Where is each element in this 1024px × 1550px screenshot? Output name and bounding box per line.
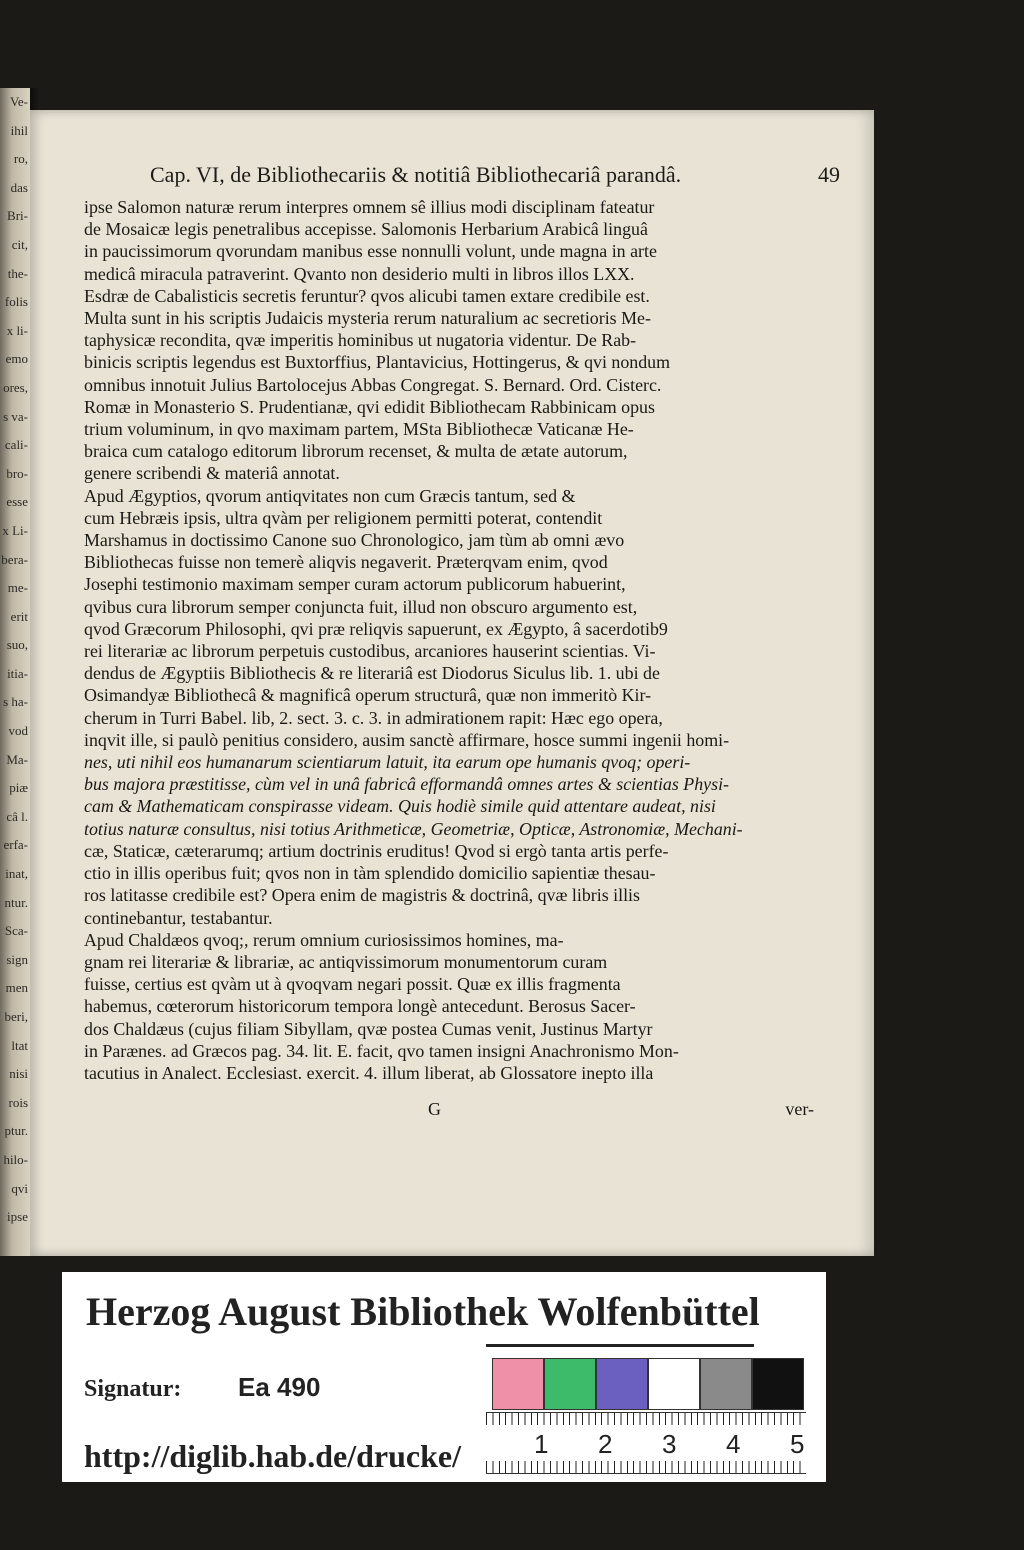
text-line: Osimandyæ Bibliothecâ & magnificâ operum structurâ, quæ non immeritò Kir- (84, 685, 652, 706)
left-page-fragment: beri, (4, 1009, 28, 1024)
text-line: cherum in Turri Babel. lib, 2. sect. 3. c. 3. in admirationem rapit: Hæc ego opera, (84, 707, 663, 728)
text-line: qvod Græcorum Philosophi, qvi præ reliqvis sapuerunt, ex Ægypto, â sacerdotib9 (84, 618, 668, 639)
left-page-fragment: bera- (1, 551, 28, 567)
text-line: bus majora præstitisse, cùm vel in unâ fabricâ efformandâ omnes artes & scientias Physi- (84, 774, 730, 795)
ruler-number: 4 (726, 1429, 741, 1459)
library-name: Herzog August Bibliothek Wolfenbüttel (86, 1289, 760, 1334)
ruler-number: 3 (662, 1429, 677, 1459)
text-line: genere scribendi & materiâ annotat. (84, 463, 340, 484)
header-title: Cap. VI, de Bibliothecariis & notitiâ Bibliothecariâ parandâ. (150, 162, 682, 187)
left-page-fragment: esse (6, 494, 28, 510)
left-page-fragment: erfa- (3, 837, 28, 853)
text-line: continebantur, testabantur. (84, 907, 273, 928)
color-swatch (752, 1358, 804, 1410)
text-line: omnibus innotuit Julius Bartolocejus Abbas Congregat. S. Bernard. Ord. Cisterc. (84, 374, 662, 395)
left-page-fragment: Ve- (9, 94, 28, 109)
text-line: Apud Ægyptios, qvorum antiqvitates non cum Græcis tantum, sed & (84, 485, 576, 506)
left-page-fragment: me- (7, 580, 28, 596)
left-page-fragment: men (5, 980, 28, 996)
left-page-fragment: ltat (11, 1037, 28, 1053)
library-url: http://diglib.hab.de/drucke/ (84, 1438, 461, 1474)
text-line: Marshamus in doctissimo Canone suo Chronologico, jam tùm ab omni ævo (84, 530, 625, 551)
left-page-fragment: hilo- (3, 1151, 28, 1167)
color-swatch (544, 1358, 596, 1410)
left-page-edge (0, 88, 30, 1256)
signatur-label: Signatur: (84, 1376, 182, 1402)
left-page-fragment: qvi (11, 1180, 28, 1196)
left-page-fragment: Bri- (7, 208, 28, 224)
signatur-value: Ea 490 (238, 1372, 321, 1402)
left-page-fragment: s ha- (3, 694, 28, 710)
text-line: inqvit ille, si paulò penitius considero, ausim sanctè affirmare, hosce summi ingenii homi- (84, 729, 730, 750)
left-page-fragment: ro, (13, 151, 28, 167)
left-page-fragment: erit (10, 608, 28, 624)
ruler-number: 1 (534, 1429, 549, 1459)
color-swatch (648, 1358, 700, 1410)
left-page-fragment: rois (8, 1094, 28, 1110)
left-page-fragment: suo, (6, 637, 28, 653)
scale-ruler (486, 1412, 806, 1474)
text-line: Bibliothecas fuisse non temerè aliqvis negaverit. Præterqvam enim, qvod (84, 552, 608, 573)
ruler-number: 2 (598, 1429, 613, 1459)
text-line: Josephi testimonio maximam semper curam actorum publicorum habuerint, (84, 574, 626, 595)
text-line: braica cum catalogo editorum librorum recenset, & multa de ætate autorum, (84, 441, 628, 462)
text-line: de Mosaicæ legis penetralibus accepisse. Salomonis Herbarium Arabicâ linguâ (84, 219, 648, 240)
left-page-fragment: piæ (9, 780, 28, 796)
text-line: ipse Salomon naturæ rerum interpres omnem sê illius modi disciplinam fateatur (84, 197, 655, 217)
text-line: habemus, cœterorum historicorum tempora longè antecedunt. Berosus Sacer- (84, 996, 636, 1017)
ruler-ticks-top (486, 1413, 806, 1425)
left-page-fragment: ihil (10, 122, 28, 138)
text-line: fuisse, certius est qvàm ut à qvoqvam negari possit. Quæ ex illis fragmenta (84, 974, 621, 995)
text-line: ros latitasse credibile est? Opera enim de magistris & doctrinâ, qvæ libris illis (84, 885, 640, 906)
left-page-fragment: itia- (7, 665, 28, 681)
left-page-fragment: the- (7, 265, 28, 281)
color-swatch (492, 1358, 544, 1410)
left-page-fragment: bro- (6, 465, 28, 481)
text-line: qvibus cura librorum semper conjuncta fuit, illud non obscuro argumento est, (84, 596, 638, 617)
body-text (84, 196, 814, 1119)
text-line: cam & Mathematicam conspirasse videam. Quis hodiè simile quid attentare audeat, nisi (84, 796, 716, 817)
text-line: medicâ miracula patraverint. Qvanto non desiderio multi in libros illos LXX. (84, 263, 635, 284)
text-line: dendus de Ægyptiis Bibliothecis & re literariâ est Diodorus Siculus lib. 1. ubi de (84, 663, 660, 684)
text-line: in paucissimorum qvorundam manibus esse nonnulli volunt, unde magna in arte (84, 241, 657, 262)
text-line: cæ, Staticæ, cæterarumq; artium doctrinis eruditus! Qvod si ergò tanta artis perfe- (84, 840, 669, 861)
left-page-fragment: Sca- (4, 923, 28, 939)
left-page-fragment: s va- (3, 408, 28, 424)
left-page-fragment: câ l. (6, 808, 28, 824)
left-page-fragment: cit, (11, 236, 28, 252)
left-page-fragment: inat, (5, 866, 28, 882)
text-line: gnam rei literariæ & librariæ, ac antiqvissimorum monumentorum curam (84, 951, 608, 972)
text-line: ctio in illis operibus fuit; qvos non in tàm splendido domicilio sapientiæ thesau- (84, 863, 656, 884)
left-page-fragment: vod (8, 723, 28, 739)
left-page-fragment: sign (6, 951, 28, 967)
text-line: Esdræ de Cabalisticis secretis feruntur? qvos alicubi tamen extare credibile est. (84, 285, 650, 306)
left-page-fragment: Ma- (6, 751, 28, 767)
text-line: Apud Chaldæos qvoq;, rerum omnium curiosissimos homines, ma- (84, 929, 564, 950)
left-page-fragment: ipse (7, 1209, 28, 1225)
page-number: 49 (818, 162, 840, 187)
left-page-fragment: folis (4, 294, 28, 310)
left-page-fragment: nisi (9, 1066, 28, 1082)
color-swatch (700, 1358, 752, 1410)
text-line: taphysicæ recondita, qvæ imperitis hominibus ut nugatoria videntur. De Rab- (84, 330, 637, 351)
color-calibration-strip (492, 1358, 804, 1410)
ruler-number: 5 (790, 1429, 805, 1459)
text-line: tacutius in Analect. Ecclesiast. exercit. 4. illum liberat, ab Glossatore inepto illa (84, 1062, 654, 1083)
text-line: Romæ in Monasterio S. Prudentianæ, qvi edidit Bibliothecam Rabbinicam opus (84, 396, 655, 417)
text-line: totius naturæ consultus, nisi totius Arithmeticæ, Geometriæ, Opticæ, Astronomiæ, Mechani- (84, 818, 743, 839)
text-line: rei literariæ ac librorum perpetuis custodibus, arcaniores hauserint scientias. Vi- (84, 641, 656, 662)
left-page-fragment: ntur. (4, 894, 28, 910)
left-page-fragment: x Li- (2, 522, 28, 538)
text-line: Multa sunt in his scriptis Judaicis mysteria rerum naturalium ac secretioris Me- (84, 308, 651, 329)
left-page-fragment: emo (5, 351, 28, 367)
left-page-fragment: ores, (3, 379, 28, 395)
left-page-fragment: das (10, 179, 28, 195)
text-line: in Parænes. ad Græcos pag. 34. lit. E. facit, qvo tamen insigni Anachronismo Mon- (84, 1040, 679, 1061)
left-page-fragment: cali- (4, 437, 28, 453)
running-header (150, 162, 840, 196)
text-line: dos Chaldæus (cujus filiam Sibyllam, qvæ postea Cumas venit, Justinus Martyr (84, 1018, 653, 1039)
book-page (30, 110, 874, 1256)
text-line: binicis scriptis legendus est Buxtorffius, Plantavicius, Hottingerus, & qvi nondum (84, 352, 671, 373)
page-footer (84, 1098, 814, 1120)
left-page-fragment: ptur. (4, 1123, 28, 1139)
text-line: nes, uti nihil eos humanarum scientiarum latuit, ita earum ope humanis qvoq; operi- (84, 752, 691, 773)
library-name-underline (486, 1344, 754, 1347)
library-label (62, 1272, 826, 1482)
left-page-fragment: x li- (6, 322, 28, 338)
catchword: ver- (785, 1099, 814, 1119)
ruler-numbers (486, 1429, 806, 1459)
color-swatch (596, 1358, 648, 1410)
ruler-ticks-bottom (486, 1461, 806, 1473)
text-line: cum Hebræis ipsis, ultra qvàm per religionem permitti poterat, contendit (84, 507, 603, 528)
signature-mark: G (428, 1099, 441, 1119)
text-line: trium voluminum, in qvo maximam partem, MSta Bibliothecæ Vaticanæ He- (84, 419, 634, 440)
